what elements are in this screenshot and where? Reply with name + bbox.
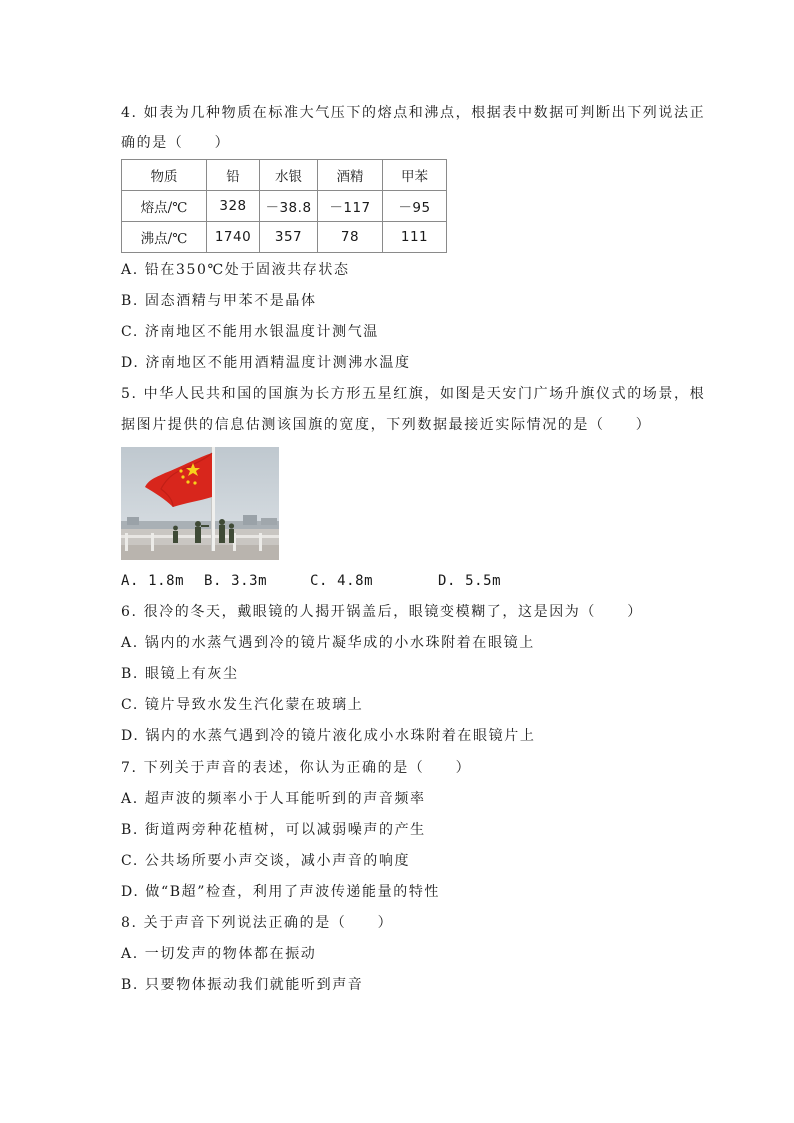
table-cell: 328 bbox=[207, 191, 260, 222]
q5-stem-line2: 据图片提供的信息估测该国旗的宽度，下列数据最接近实际情况的是（ ） bbox=[121, 417, 652, 433]
q5-option-d: D. 5.5m bbox=[438, 573, 502, 589]
table-cell: 甲苯 bbox=[383, 160, 447, 191]
table-cell: －95 bbox=[383, 191, 447, 222]
melting-boiling-table bbox=[121, 159, 447, 253]
q4-option-d: D. 济南地区不能用酒精温度计测沸水温度 bbox=[121, 355, 411, 371]
q7-option-b: B. 街道两旁种花植树，可以减弱噪声的产生 bbox=[121, 822, 426, 838]
table-cell: 78 bbox=[318, 222, 383, 253]
table-cell: 物质 bbox=[122, 160, 207, 191]
table-row bbox=[122, 222, 447, 253]
q8-option-b: B. 只要物体振动我们就能听到声音 bbox=[121, 977, 364, 993]
table-cell: 357 bbox=[260, 222, 318, 253]
q7-stem: 7. 下列关于声音的表述，你认为正确的是（ ） bbox=[121, 760, 472, 776]
table-row bbox=[122, 191, 447, 222]
q8-option-a: A. 一切发声的物体都在振动 bbox=[121, 946, 317, 962]
q5-stem-line1: 5. 中华人民共和国的国旗为长方形五星红旗，如图是天安门广场升旗仪式的场景，根 bbox=[121, 386, 706, 402]
q8-stem: 8. 关于声音下列说法正确的是（ ） bbox=[121, 915, 394, 931]
q5-option-a: A. 1.8m bbox=[121, 573, 185, 589]
table-cell: 铅 bbox=[207, 160, 260, 191]
table-cell: 1740 bbox=[207, 222, 260, 253]
flag-raising-photo bbox=[121, 447, 279, 560]
q6-option-b: B. 眼镜上有灰尘 bbox=[121, 666, 239, 682]
table-cell: 水银 bbox=[260, 160, 318, 191]
q4-option-b: B. 固态酒精与甲苯不是晶体 bbox=[121, 293, 317, 309]
q7-option-c: C. 公共场所要小声交谈，减小声音的响度 bbox=[121, 853, 411, 869]
q6-option-a: A. 锅内的水蒸气遇到冷的镜片凝华成的小水珠附着在眼镜上 bbox=[121, 635, 535, 651]
table-cell: 熔点/℃ bbox=[122, 191, 207, 222]
q4-stem-line2: 确的是（ ） bbox=[121, 135, 231, 151]
q4-option-c: C. 济南地区不能用水银温度计测气温 bbox=[121, 324, 379, 340]
table-cell: －117 bbox=[318, 191, 383, 222]
q4-option-a: A. 铅在350℃处于固液共存状态 bbox=[121, 262, 350, 278]
table-cell: 酒精 bbox=[318, 160, 383, 191]
table-header-row bbox=[122, 160, 447, 191]
q7-option-a: A. 超声波的频率小于人耳能听到的声音频率 bbox=[121, 791, 426, 807]
q6-stem: 6. 很冷的冬天，戴眼镜的人揭开锅盖后，眼镜变模糊了，这是因为（ ） bbox=[121, 604, 643, 620]
q7-option-d: D. 做“B超”检查，利用了声波传递能量的特性 bbox=[121, 884, 441, 900]
q6-option-c: C. 镜片导致水发生汽化蒙在玻璃上 bbox=[121, 697, 364, 713]
q4-stem-line1: 4. 如表为几种物质在标准大气压下的熔点和沸点，根据表中数据可判断出下列说法正 bbox=[121, 105, 706, 121]
table-cell: －38.8 bbox=[260, 191, 318, 222]
table-cell: 111 bbox=[383, 222, 447, 253]
table-cell: 沸点/℃ bbox=[122, 222, 207, 253]
q6-option-d: D. 锅内的水蒸气遇到冷的镜片液化成小水珠附着在眼镜片上 bbox=[121, 728, 536, 744]
q5-option-b: B. 3.3m bbox=[204, 573, 268, 589]
q5-option-c: C. 4.8m bbox=[310, 573, 374, 589]
